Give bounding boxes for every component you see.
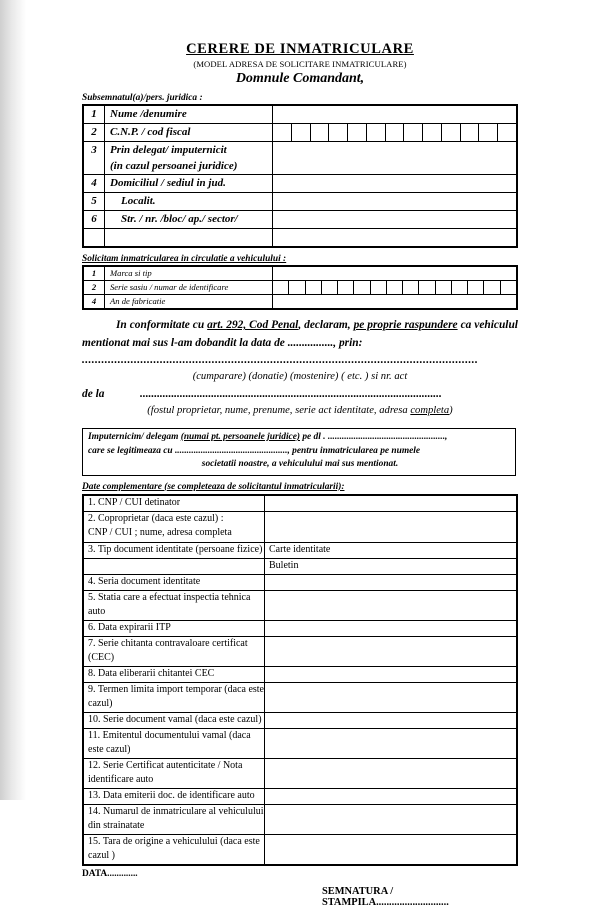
extra-section-label: Date complementare (se completeaza de solicitantul inmatricularii): — [82, 481, 345, 492]
row-input-area[interactable] — [265, 620, 518, 636]
page-title: CERERE DE INMATRICULARE — [186, 41, 414, 57]
table-row — [83, 636, 517, 666]
character-box[interactable] — [479, 124, 498, 141]
row-input-area[interactable] — [265, 636, 518, 666]
character-box[interactable] — [338, 281, 354, 294]
row-input-area[interactable] — [265, 682, 518, 712]
mandate-line-1 — [88, 431, 512, 445]
row-label: 1. CNP / CUI detinator — [83, 495, 265, 512]
mandate-line-3: societatii noastre, a vehiculului mai sus mentionat. — [201, 459, 399, 469]
row-number: 1 — [83, 266, 105, 281]
row-input-area[interactable] — [265, 666, 518, 682]
character-box[interactable] — [387, 281, 403, 294]
table-row — [83, 834, 517, 865]
subject-table — [82, 104, 518, 248]
row-number: 2 — [83, 124, 105, 142]
mandate-box — [82, 428, 516, 476]
decl-from-blank: .......................................................................................................... — [140, 388, 442, 400]
character-box[interactable] — [329, 124, 348, 141]
character-box[interactable] — [442, 124, 461, 141]
character-box[interactable] — [461, 124, 480, 141]
row-label: C.N.P. / cod fiscal — [105, 124, 273, 142]
row-label: 7. Serie chitanta contravaloare certificat (CEC) — [83, 636, 265, 666]
mandate-line-2 — [88, 445, 512, 459]
row-input-area[interactable] — [265, 712, 518, 728]
table-row — [83, 788, 517, 804]
row-label: 14. Numarul de inmatriculare al vehiculului din strainatate — [83, 804, 265, 834]
row-input-area[interactable] — [265, 495, 518, 512]
row-number: 4 — [83, 295, 105, 310]
character-box[interactable] — [292, 124, 311, 141]
table-row — [83, 574, 517, 590]
row-label: Domiciliul / sediul in jud. — [105, 175, 273, 193]
character-box[interactable] — [386, 124, 405, 141]
row-input-area[interactable] — [265, 511, 518, 542]
character-box-grid[interactable] — [273, 124, 516, 141]
spacer-cell — [273, 229, 518, 248]
character-box[interactable] — [273, 124, 292, 141]
table-row — [83, 495, 517, 512]
character-box[interactable] — [322, 281, 338, 294]
vehicle-table — [82, 265, 518, 310]
row-input-area[interactable] — [265, 590, 518, 620]
row-input-area[interactable] — [273, 124, 518, 142]
row-label: An de fabricatie — [105, 295, 273, 310]
row-label: Serie sasiu / numar de identificare — [105, 281, 273, 295]
character-box[interactable] — [306, 281, 322, 294]
mandate-line2-b: pentru inmatricularea pe numele — [292, 445, 421, 456]
table-row — [83, 124, 517, 142]
table-row — [83, 295, 517, 310]
row-number: 5 — [83, 193, 105, 211]
table-row — [83, 728, 517, 758]
row-input-area[interactable] — [273, 142, 518, 175]
table-row — [83, 682, 517, 712]
decl-line1-c: ca — [457, 319, 472, 331]
row-input-area[interactable] — [265, 758, 518, 788]
row-label: 5. Statia care a efectuat inspectia tehnica auto — [83, 590, 265, 620]
character-box[interactable] — [436, 281, 452, 294]
row-label: Marca si tip — [105, 266, 273, 281]
row-label: 12. Serie Certificat autenticitate / Nota identificare auto — [83, 758, 265, 788]
decl-date-blank: ................, — [287, 336, 337, 349]
spacer-cell — [83, 229, 105, 248]
table-row-spacer — [83, 229, 517, 248]
row-input-area[interactable] — [265, 804, 518, 834]
row-input-area[interactable] — [273, 105, 518, 124]
character-box[interactable] — [273, 281, 289, 294]
spacer-cell — [105, 229, 273, 248]
table-row — [83, 175, 517, 193]
character-box[interactable] — [484, 281, 500, 294]
character-box[interactable] — [452, 281, 468, 294]
row-input-area[interactable] — [273, 211, 518, 229]
character-box[interactable] — [354, 281, 370, 294]
character-box[interactable] — [367, 124, 386, 141]
row-number: 6 — [83, 211, 105, 229]
character-box-grid[interactable] — [273, 281, 516, 294]
row-number: 4 — [83, 175, 105, 193]
row-label: Str. / nr. /bloc/ ap./ sector/ — [105, 211, 273, 229]
row-input-area[interactable] — [265, 728, 518, 758]
vehicle-section-label: Solicitam inmatricularea in circulatie a vehiculului : — [82, 254, 287, 264]
row-label: 3. Tip document identitate (persoane fizice) — [83, 542, 265, 558]
signature-stamp-label: SEMNATURA / STAMPILA............................ — [322, 885, 449, 908]
table-row — [83, 511, 517, 542]
character-box[interactable] — [419, 281, 435, 294]
complementary-data-table — [82, 494, 518, 866]
row-label — [105, 142, 273, 175]
row-input-area[interactable] — [265, 574, 518, 590]
character-box[interactable] — [423, 124, 442, 141]
row-input-area[interactable]: Carte identitate — [265, 542, 518, 558]
mandate-line1-b: pe dl . .................................................., — [300, 432, 448, 442]
character-box[interactable] — [371, 281, 387, 294]
row-number: 3 — [83, 142, 105, 175]
declaration-block — [82, 317, 518, 419]
decl-fill-line-1: .......................................................................................................................... — [82, 354, 479, 366]
row-label-line2: CNP / CUI ; nume, adresa completa — [88, 526, 232, 538]
row-number: 1 — [83, 105, 105, 124]
row-label-line1: Prin delegat/ imputernicit — [110, 144, 227, 156]
table-row — [83, 193, 517, 211]
row-label: Localit. — [105, 193, 273, 211]
row-input-area[interactable] — [273, 281, 518, 295]
row-label-line2: (in cazul persoanei juridice) — [110, 160, 238, 172]
row-input-area[interactable] — [273, 175, 518, 193]
character-box[interactable] — [289, 281, 305, 294]
table-row — [83, 142, 517, 175]
character-box[interactable] — [348, 124, 367, 141]
table-row — [83, 105, 517, 124]
row-input-area[interactable]: Buletin — [265, 558, 518, 574]
row-number: 2 — [83, 281, 105, 295]
decl-line2-a: vehiculul mentionat mai sus l-am dobandit la data de — [82, 319, 518, 349]
table-row — [83, 666, 517, 682]
character-box[interactable] — [468, 281, 484, 294]
decl-caption-previous-owner — [82, 403, 518, 419]
decl-caption2-underlined: completa — [410, 405, 450, 416]
row-input-area[interactable] — [265, 788, 518, 804]
decl-line1-a: In conformitate cu — [116, 319, 208, 331]
table-row — [83, 620, 517, 636]
character-box[interactable] — [501, 281, 516, 294]
table-row — [83, 712, 517, 728]
row-label — [83, 511, 265, 542]
row-label: 9. Termen limita import temporar (daca este cazul) — [83, 682, 265, 712]
row-input-area[interactable] — [273, 193, 518, 211]
table-row — [83, 804, 517, 834]
decl-caption2-b: ) — [449, 405, 453, 416]
row-label: 11. Emitentul documentului vamal (daca este cazul) — [83, 728, 265, 758]
row-input-area[interactable] — [273, 266, 518, 281]
row-label: 10. Serie document vamal (daca este cazul) — [83, 712, 265, 728]
character-box[interactable] — [404, 124, 423, 141]
decl-own-responsibility: pe proprie raspundere — [353, 319, 458, 331]
subject-section-label: Subsemnatul(a)/pers. juridica : — [82, 93, 203, 103]
row-label: Nume /denumire — [105, 105, 273, 124]
declaration-paragraph — [82, 317, 518, 352]
table-row — [83, 266, 517, 281]
salutation: Domnule Comandant, — [235, 71, 365, 86]
character-box[interactable] — [311, 124, 330, 141]
row-label: 8. Data eliberarii chitantei CEC — [83, 666, 265, 682]
decl-article-ref: art. 292, Cod Penal — [207, 319, 299, 331]
table-row — [83, 590, 517, 620]
footer — [82, 869, 518, 909]
decl-line2-b: prin: — [336, 336, 363, 349]
table-row — [83, 558, 517, 574]
date-field-label: DATA............. — [82, 868, 138, 879]
mandate-line1-a: Imputernicim/ delegam — [88, 432, 181, 442]
table-row — [83, 211, 517, 229]
decl-caption-acquisition: (cumparare) (donatie) (mostenire) ( etc. ) si nr. act — [192, 371, 408, 382]
decl-line1-b: , declaram, — [298, 319, 354, 331]
page-subtitle: (MODEL ADRESA DE SOLICITARE INMATRICULARE) — [193, 59, 407, 69]
row-label — [83, 558, 265, 574]
row-label-line1: 2. Coproprietar (daca este cazul) : — [88, 512, 224, 524]
decl-from-label: de la — [82, 388, 105, 400]
row-label: 4. Seria document identitate — [83, 574, 265, 590]
character-box[interactable] — [498, 124, 516, 141]
mandate-legal-entities-note: (numai pt. persoanele juridice) — [180, 432, 300, 442]
decl-from-line — [82, 385, 518, 403]
mandate-line2-a: care se legitimeaza cu ................................................, — [88, 445, 293, 456]
character-box[interactable] — [403, 281, 419, 294]
table-row — [83, 758, 517, 788]
row-input-area[interactable] — [265, 834, 518, 865]
row-label: 6. Data expirarii ITP — [83, 620, 265, 636]
row-label: 13. Data emiterii doc. de identificare auto — [83, 788, 265, 804]
table-row — [83, 542, 517, 558]
decl-caption2-a: (fostul proprietar, nume, prenume, serie act identitate, adresa — [147, 405, 411, 416]
table-row — [83, 281, 517, 295]
row-input-area[interactable] — [273, 295, 518, 310]
row-label: 15. Tara de origine a vehiculului (daca este cazul ) — [83, 834, 265, 865]
